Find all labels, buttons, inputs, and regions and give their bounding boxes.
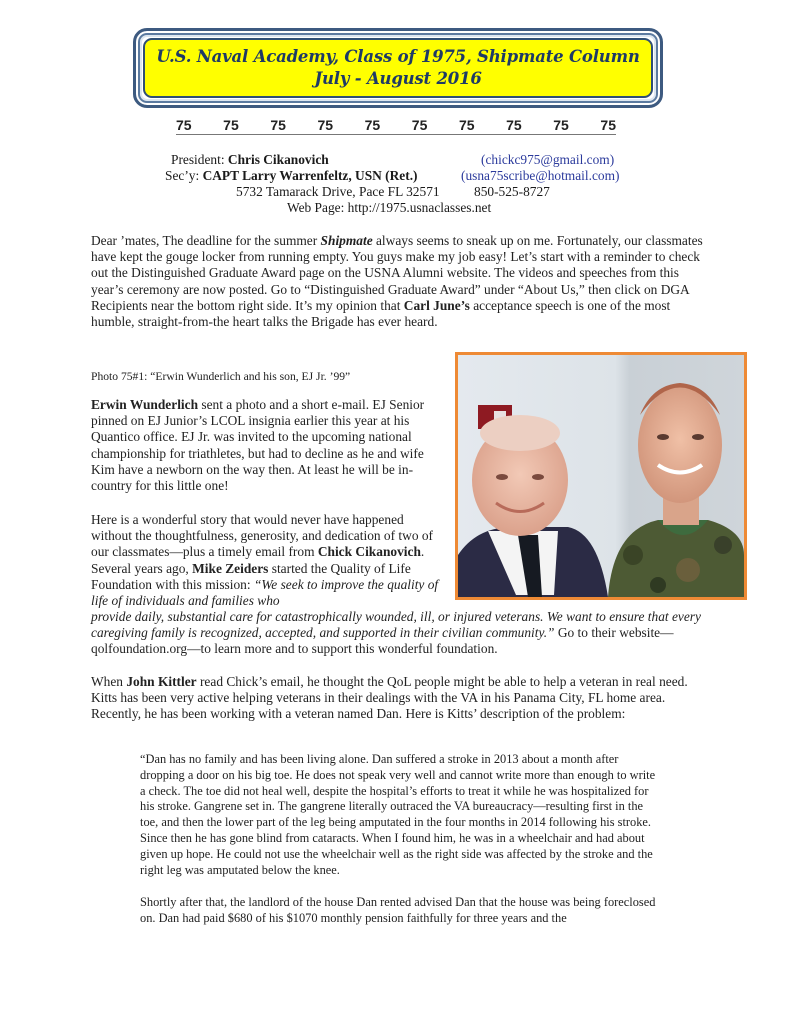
secretary-line: [165, 168, 418, 184]
class-mark: 75: [364, 117, 381, 133]
class-mark: 75: [411, 117, 428, 133]
president-email[interactable]: (chickc975@gmail.com): [481, 152, 615, 167]
intro-text: Dear ’mates, The deadline for the summer: [91, 233, 321, 248]
qol-text: Here is a wonderful story that would never have happened without the thoughtfulness, generosity, and dedication of two of our classmates—plus a timely email from: [91, 512, 434, 560]
dan-quote-paragraph-2: Shortly after that, the landlord of the house Dan rented advised Dan that the house was being foreclosed on. Dan had paid $680 of his $1070 monthly pension faithfully for three years and the: [140, 895, 656, 925]
class-mark: 75: [553, 117, 569, 133]
qol-paragraph-bottom: [91, 609, 709, 658]
class-mark: 75: [458, 117, 475, 133]
secretary-email[interactable]: (usna75scribe@hotmail.com): [461, 168, 620, 183]
photo-image: [458, 355, 744, 597]
class-mark: 75: [317, 117, 334, 133]
qol-paragraph-top: [91, 512, 443, 609]
banner-issue-date: July - August 2016: [314, 69, 482, 88]
class-mark: 75: [600, 117, 616, 133]
qol-text: . Several years ago,: [91, 544, 425, 576]
wunderlich-text: sent a photo and a short e-mail. EJ Senior pinned on EJ Junior’s LCOL insignia earlier this year at his Quantico office. EJ Jr. was invited to the upcoming national championship for triathletes, but had to decline as he and wife Kim have a newborn on the way then. At least he will be in-country for this little one!: [91, 397, 425, 494]
shipmate-title: Shipmate: [320, 233, 373, 248]
kittler-text: When: [91, 674, 127, 689]
banner-title: U.S. Naval Academy, Class of 1975, Shipmate Column: [156, 47, 640, 66]
address: 5732 Tamarack Drive, Pace FL 32571: [236, 184, 440, 199]
chick-name: Chick Cikanovich: [317, 544, 421, 560]
secretary-name: CAPT Larry Warrenfeltz, USN (Ret.): [202, 168, 418, 183]
banner-inner: [143, 38, 653, 98]
web-page-line: [287, 200, 491, 216]
kittler-text: read Chick’s email, he thought the QoL people might be able to help a veteran in real need. Kitts has been very active helping veterans in their dealings with the VA in his Panama City, FL home area. Recently, he has been working with a veteran named Dan. Here is Kitts’ description of the problem:: [91, 674, 688, 722]
intro-text: acceptance speech is one of the most humble, straight-from-the heart talks the Brigade has ever heard.: [91, 297, 671, 330]
mission-statement-end: provide daily, substantial care for catastrophically wounded, ill, or injured veterans. We want to ensure that every caregiving family is recognized, accepted, and supported in their civilian community.”: [91, 609, 701, 641]
secretary-label: Sec’y:: [165, 168, 203, 183]
web-label: Web Page:: [287, 200, 348, 215]
dan-quote-paragraph-1: “Dan has no family and has been living alone. Dan suffered a stroke in 2013 about a month after dropping a door on his big toe. He does not speak very well and cannot write more than enough to write a check. The toe did not heal well, despite the hospital’s efforts to treat it while he was hospitalized for his stroke. Gangrene set in. The gangrene literally outraced the VA bureaucracy—resulting first in the toe, and then the lower part of the leg being amputated in the four months in 2014 following his stroke. Since then he has gone blind from cataracts. When I found him, he was in a wheelchair and had about given up hope. He could not use the wheelchair well as the right side was affected by the stroke and the right leg was amputated below the knee.: [140, 752, 656, 877]
column-header-banner: [133, 28, 663, 108]
kittler-paragraph: [91, 674, 709, 723]
wunderlich-paragraph: [91, 397, 443, 494]
qol-text: started the Quality of Life Foundation with this mission:: [91, 560, 411, 592]
wunderlich-name: Erwin Wunderlich: [91, 397, 199, 412]
class-mark: 75: [506, 117, 522, 133]
qol-website-text: Go to their website—qolfoundation.org—to learn more and to support this wonderful foundation.: [91, 625, 674, 657]
intro-paragraph: [91, 233, 709, 330]
president-label: President:: [171, 152, 228, 167]
class-mark: 75: [176, 117, 192, 133]
class-mark: 75: [270, 117, 286, 133]
president-name: Chris Cikanovich: [227, 152, 329, 167]
photo-wunderlich: [455, 352, 747, 600]
phone: 850-525-8727: [474, 184, 550, 199]
mike-name: Mike Zeiders: [192, 560, 269, 576]
kittler-name: John Kittler: [126, 674, 197, 689]
carl-june-name: Carl June’s: [403, 297, 470, 313]
photo-caption: Photo 75#1: “Erwin Wunderlich and his son, EJ Jr. ’99”: [91, 370, 351, 383]
mission-statement-start: “We seek to improve the quality of life of individuals and families who: [91, 576, 439, 609]
class-year-row: [176, 116, 616, 135]
web-url-link[interactable]: http://1975.usnaclasses.net: [347, 200, 492, 215]
class-mark: 75: [223, 117, 239, 133]
president-line: [171, 152, 329, 168]
intro-text: always seems to sneak up on me. Fortunately, our classmates have kept the gouge locker from running empty. You guys make my job easy! Let’s start with a reminder to check out the Distinguished Graduate Award page on the USNA Alumni website. The videos and speeches from this year’s ceremony are now posted. Go to “Distinguished Graduate Award” under “About Us,” then click on DGA Recipients near the bottom right side. It’s my opinion that: [91, 233, 703, 313]
